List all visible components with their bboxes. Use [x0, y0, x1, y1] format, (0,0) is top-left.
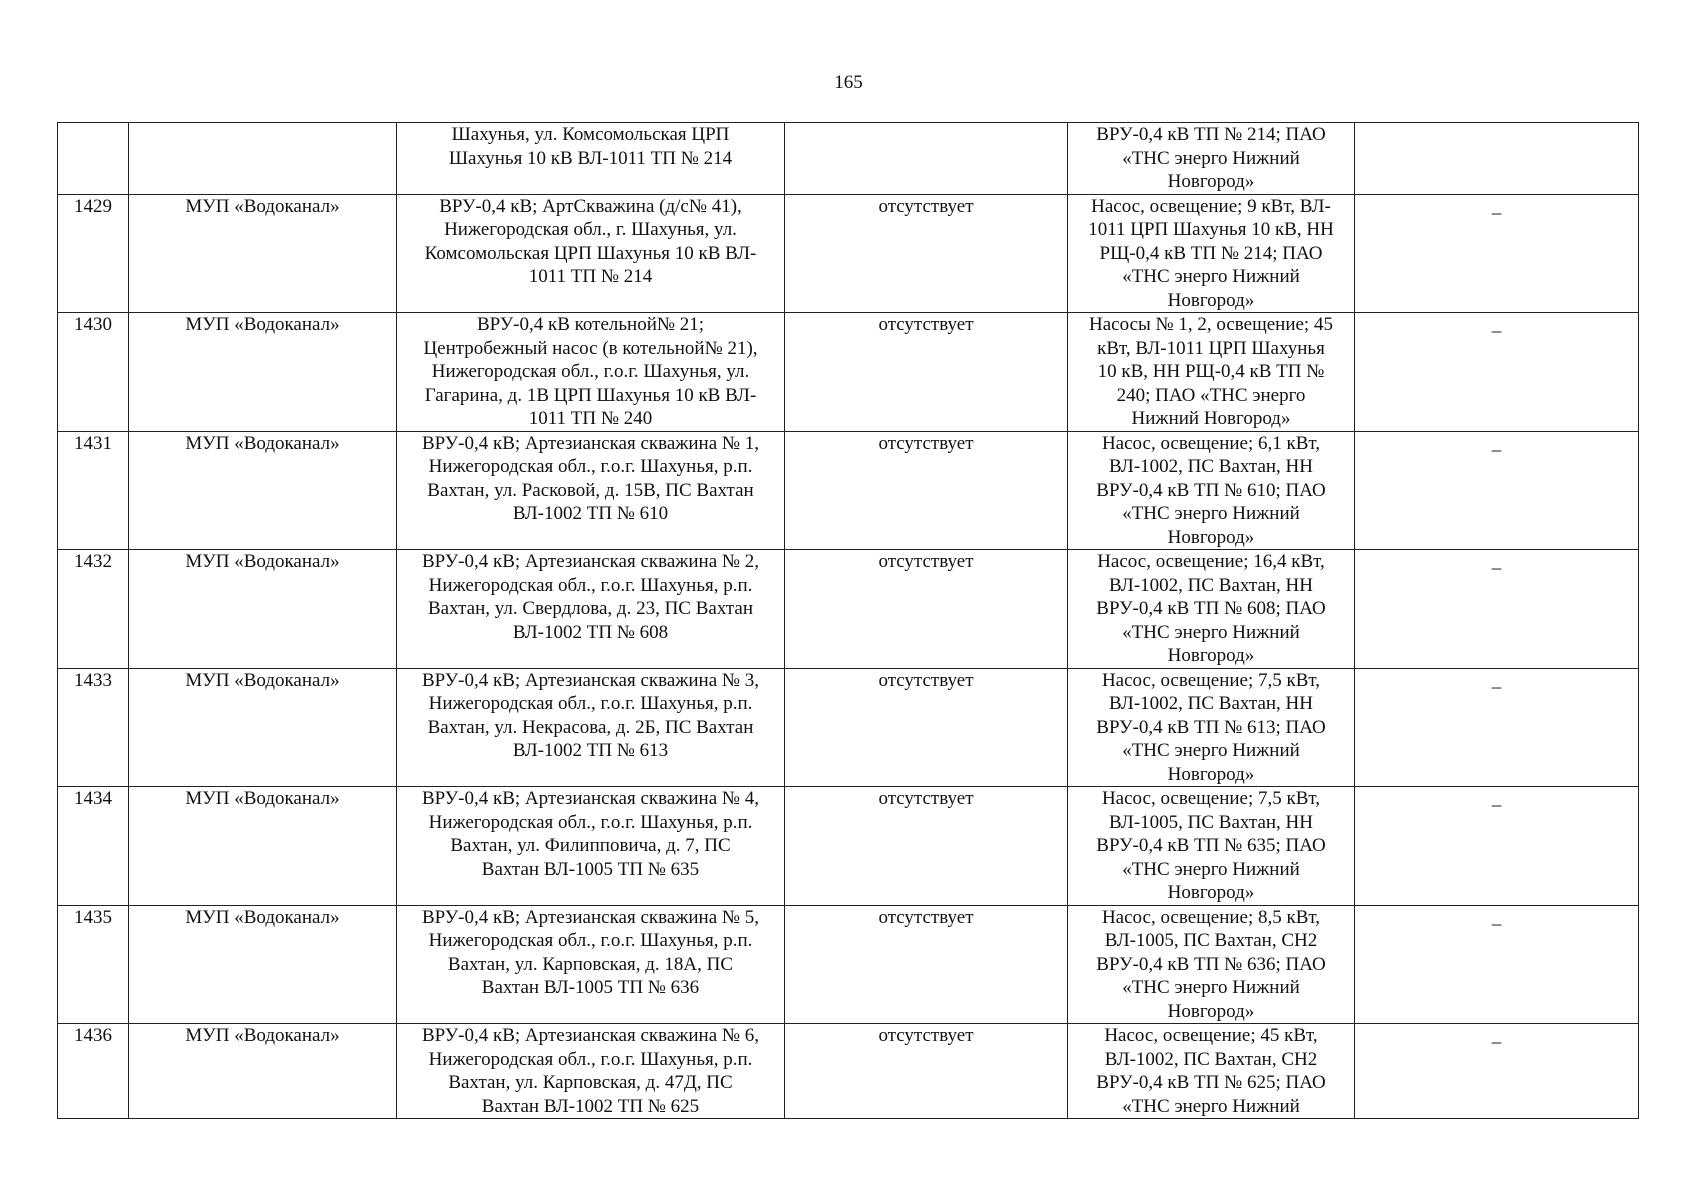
object-cell-line: Нижегородская обл., г.о.г. Шахунья, р.п. [428, 930, 753, 951]
equipment-cell [1068, 313, 1355, 432]
object-cell-line: Гагарина, д. 1В ЦРП Шахунья 10 кВ ВЛ- [424, 384, 757, 406]
note-cell [1355, 123, 1639, 195]
object-cell [397, 123, 785, 195]
object-cell [397, 668, 785, 787]
object-cell-line: ВЛ-1002 ТП № 610 [512, 503, 669, 524]
object-cell-line: Вахтан, ул. Свердлова, д. 23, ПС Вахтан [427, 598, 753, 619]
equipment-cell-line: кВт, ВЛ-1011 ЦРП Шахунья [1097, 337, 1325, 359]
status-cell: отсутствует [785, 1024, 1068, 1119]
equipment-cell [1068, 123, 1355, 195]
object-cell-line: Нижегородская обл., г.о.г. Шахунья, р.п. [428, 693, 753, 714]
object-cell-line: ВЛ-1002 ТП № 608 [512, 621, 669, 643]
equipment-cell-line: ВРУ-0,4 кВ ТП № 613; ПАО [1096, 716, 1326, 738]
equipment-cell [1068, 668, 1355, 787]
object-cell-line: Нижегородская обл., г.о.г. Шахунья, р.п. [428, 811, 753, 833]
page-number: 165 [834, 72, 863, 93]
table-row [58, 787, 1639, 906]
object-cell-line: Нижегородская обл., г.о.г. Шахунья, ул. [431, 361, 750, 382]
equipment-cell [1068, 431, 1355, 550]
equipment-cell-line: ВЛ-1005, ПС Вахтан, СН2 [1104, 930, 1318, 951]
row-number-cell: 1433 [58, 668, 129, 787]
equipment-cell-line: ВЛ-1005, ПС Вахтан, НН [1108, 811, 1314, 833]
equipment-cell-line: 10 кВ, НН РЩ-0,4 кВ ТП № [1097, 361, 1325, 382]
object-cell-line: Вахтан ВЛ-1002 ТП № 625 [481, 1095, 700, 1117]
object-cell-line: 1011 ТП № 240 [528, 408, 653, 429]
organization-cell: МУП «Водоканал» [129, 905, 397, 1024]
organization-cell: МУП «Водоканал» [129, 668, 397, 787]
object-cell-line: Вахтан ВЛ-1005 ТП № 636 [481, 977, 700, 998]
object-cell [397, 550, 785, 669]
equipment-cell-line: Насос, освещение; 45 кВт, [1104, 1025, 1318, 1046]
note-cell: _ [1355, 431, 1639, 550]
equipment-cell-line: ВЛ-1002, ПС Вахтан, СН2 [1104, 1048, 1318, 1070]
status-cell: отсутствует [785, 668, 1068, 787]
equipment-cell-line: Насос, освещение; 6,1 кВт, [1101, 432, 1321, 454]
object-cell-line: Вахтан ВЛ-1005 ТП № 635 [481, 858, 700, 880]
object-cell-line: ВРУ-0,4 кВ; Артезианская скважина № 6, [421, 1025, 760, 1046]
equipment-cell-line: ВРУ-0,4 кВ ТП № 214; ПАО [1096, 124, 1326, 145]
note-cell: _ [1355, 550, 1639, 669]
object-cell [397, 431, 785, 550]
equipment-cell-line: ВРУ-0,4 кВ ТП № 610; ПАО [1096, 479, 1326, 501]
object-cell-line: ВРУ-0,4 кВ; Артезианская скважина № 3, [421, 669, 760, 691]
object-cell-line: ВЛ-1002 ТП № 613 [512, 740, 669, 761]
organization-cell: МУП «Водоканал» [129, 313, 397, 432]
equipment-cell-line: 240; ПАО «ТНС энерго [1116, 384, 1306, 406]
object-cell [397, 905, 785, 1024]
equipment-cell-line: «ТНС энерго Нижний [1122, 740, 1300, 761]
equipment-cell [1068, 194, 1355, 313]
object-cell-line: ВРУ-0,4 кВ; Артезианская скважина № 1, [421, 432, 760, 454]
object-cell-line: ВРУ-0,4 кВ котельной№ 21; [476, 314, 705, 335]
object-cell-line: ВРУ-0,4 кВ; Артезианская скважина № 2, [421, 551, 760, 572]
status-cell [785, 123, 1068, 195]
object-cell [397, 1024, 785, 1119]
row-number-cell [58, 123, 129, 195]
table-row [58, 550, 1639, 669]
table-row [58, 313, 1639, 432]
equipment-cell-line: Новгород» [1167, 171, 1255, 192]
object-cell-line: Вахтан, ул. Некрасова, д. 2Б, ПС Вахтан [427, 716, 754, 738]
note-cell: _ [1355, 194, 1639, 313]
equipment-cell-line: «ТНС энерго Нижний [1122, 621, 1300, 643]
equipment-cell [1068, 905, 1355, 1024]
equipment-cell-line: Насос, освещение; 7,5 кВт, [1101, 788, 1321, 809]
status-cell: отсутствует [785, 905, 1068, 1024]
row-number-cell: 1436 [58, 1024, 129, 1119]
equipment-cell-line: ВЛ-1002, ПС Вахтан, НН [1108, 574, 1314, 596]
equipment-cell-line: ВРУ-0,4 кВ ТП № 635; ПАО [1096, 835, 1326, 856]
object-cell-line: 1011 ТП № 214 [528, 266, 653, 287]
note-cell: _ [1355, 313, 1639, 432]
equipment-cell-line: Новгород» [1167, 882, 1255, 903]
object-cell-line: ВРУ-0,4 кВ; Артезианская скважина № 5, [421, 906, 760, 928]
organization-cell: МУП «Водоканал» [129, 787, 397, 906]
object-cell-line: Вахтан, ул. Расковой, д. 15В, ПС Вахтан [427, 479, 754, 501]
note-cell: _ [1355, 905, 1639, 1024]
equipment-cell-line: Насос, освещение; 7,5 кВт, [1101, 669, 1321, 691]
organization-cell: МУП «Водоканал» [129, 194, 397, 313]
object-cell-line: ВРУ-0,4 кВ; Артезианская скважина № 4, [421, 788, 760, 809]
equipment-cell-line: «ТНС энерго Нижний [1122, 147, 1300, 169]
table-row [58, 905, 1639, 1024]
object-cell-line: Центробежный насос (в котельной№ 21), [423, 337, 758, 359]
object-cell-line: Вахтан, ул. Карповская, д. 47Д, ПС [448, 1072, 733, 1093]
equipment-cell [1068, 1024, 1355, 1119]
equipment-cell-line: «ТНС энерго Нижний [1122, 858, 1300, 880]
equipment-cell [1068, 787, 1355, 906]
equipment-cell-line: «ТНС энерго Нижний [1122, 503, 1300, 524]
row-number-cell: 1432 [58, 550, 129, 669]
object-cell-line: Вахтан, ул. Карповская, д. 18А, ПС [447, 953, 734, 975]
object-cell-line: Нижегородская обл., г.о.г. Шахунья, р.п. [428, 1048, 753, 1070]
equipment-cell-line: Насосы № 1, 2, освещение; 45 [1089, 314, 1333, 335]
equipment-cell [1068, 550, 1355, 669]
organization-cell: МУП «Водоканал» [129, 1024, 397, 1119]
equipment-cell-line: ВЛ-1002, ПС Вахтан, НН [1108, 456, 1314, 477]
note-cell: _ [1355, 787, 1639, 906]
equipment-cell-line: РЩ-0,4 кВ ТП № 214; ПАО [1099, 242, 1323, 264]
status-cell: отсутствует [785, 787, 1068, 906]
table-row [58, 668, 1639, 787]
status-cell: отсутствует [785, 550, 1068, 669]
equipment-cell-line: ВРУ-0,4 кВ ТП № 636; ПАО [1096, 953, 1326, 975]
status-cell: отсутствует [785, 194, 1068, 313]
status-cell: отсутствует [785, 313, 1068, 432]
equipment-cell-line: Новгород» [1167, 1000, 1255, 1022]
table-body [58, 123, 1639, 1119]
equipment-cell-line: Новгород» [1167, 763, 1255, 785]
object-cell-line: Нижегородская обл., г. Шахунья, ул. [444, 219, 737, 240]
object-cell [397, 194, 785, 313]
row-number-cell: 1430 [58, 313, 129, 432]
table-row [58, 1024, 1639, 1119]
table-row-continuation [58, 123, 1639, 195]
equipment-cell-line: «ТНС энерго Нижний [1122, 266, 1300, 287]
equipment-cell-line: Насос, освещение; 9 кВт, ВЛ- [1091, 195, 1331, 217]
equipment-cell-line: ВРУ-0,4 кВ ТП № 608; ПАО [1096, 598, 1326, 619]
object-cell-line: Шахунья, ул. Комсомольская ЦРП [451, 124, 730, 145]
table-row [58, 194, 1639, 313]
equipment-cell-line: ВРУ-0,4 кВ ТП № 625; ПАО [1096, 1072, 1326, 1093]
table-row [58, 431, 1639, 550]
object-cell-line: Шахунья 10 кВ ВЛ-1011 ТП № 214 [448, 147, 733, 169]
equipment-cell-line: Новгород» [1167, 526, 1255, 548]
note-cell: _ [1355, 1024, 1639, 1119]
note-cell: _ [1355, 668, 1639, 787]
row-number-cell: 1434 [58, 787, 129, 906]
row-number-cell: 1429 [58, 194, 129, 313]
equipment-cell-line: «ТНС энерго Нижний [1122, 977, 1300, 998]
equipment-cell-line: «ТНС энерго Нижний [1122, 1095, 1300, 1117]
object-cell-line: Нижегородская обл., г.о.г. Шахунья, р.п. [428, 574, 753, 596]
object-cell [397, 313, 785, 432]
object-cell [397, 787, 785, 906]
organization-cell: МУП «Водоканал» [129, 431, 397, 550]
equipment-cell-line: Новгород» [1167, 289, 1255, 311]
object-cell-line: Комсомольская ЦРП Шахунья 10 кВ ВЛ- [424, 242, 757, 264]
object-cell-line: Нижегородская обл., г.о.г. Шахунья, р.п. [428, 456, 753, 477]
equipment-cell-line: Новгород» [1167, 645, 1255, 666]
object-cell-line: Вахтан, ул. Филипповича, д. 7, ПС [450, 835, 731, 856]
object-cell-line: ВРУ-0,4 кВ; АртСкважина (д/с№ 41), [439, 195, 742, 217]
equipment-cell-line: Насос, освещение; 8,5 кВт, [1101, 906, 1321, 928]
equipment-cell-line: Нижний Новгород» [1131, 408, 1291, 429]
organization-cell: МУП «Водоканал» [129, 550, 397, 669]
equipment-cell-line: ВЛ-1002, ПС Вахтан, НН [1108, 693, 1314, 714]
organization-cell [129, 123, 397, 195]
equipment-cell-line: Насос, освещение; 16,4 кВт, [1097, 551, 1325, 572]
equipment-cell-line: 1011 ЦРП Шахунья 10 кВ, НН [1088, 219, 1334, 240]
row-number-cell: 1435 [58, 905, 129, 1024]
status-cell: отсутствует [785, 431, 1068, 550]
row-number-cell: 1431 [58, 431, 129, 550]
registry-table [57, 122, 1639, 1119]
